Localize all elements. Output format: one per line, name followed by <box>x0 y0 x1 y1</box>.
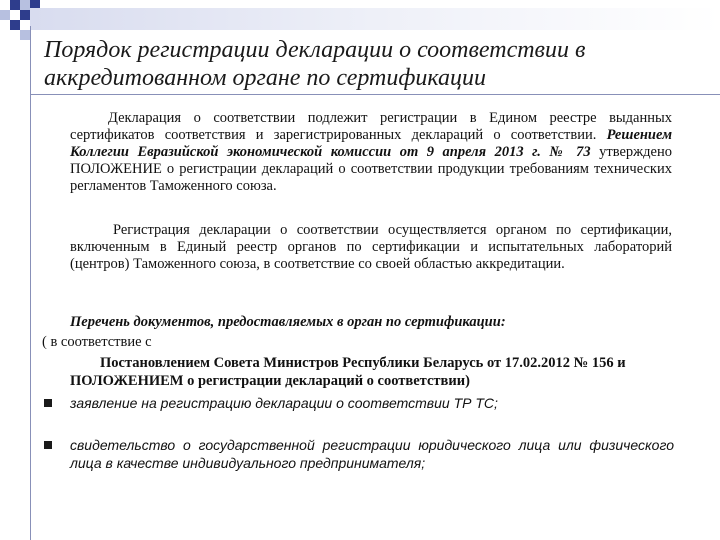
paragraph-registration-body: Регистрация декларации о соответствии осуществляется органом по сертификации, включенным в Единый реестр органов по сертификации и испытательных лабораторий (центров) Таможенного союза, в соответствие со своей областью аккредитации. <box>70 222 672 272</box>
vertical-divider <box>30 26 31 540</box>
list-item-text: свидетельство о государственной регистрации юридического лица или физического лица в качестве индивидуального предпринимателя; <box>70 437 674 471</box>
square-bullet-icon <box>44 441 52 449</box>
title-underline <box>30 94 720 95</box>
paragraph-declaration-registration <box>70 110 672 195</box>
decree-reference: Постановлением Совета Министров Республики Беларусь от 17.02.2012 № 156 и ПОЛОЖЕНИЕМ о регистрации деклараций о соответствии) <box>70 355 626 389</box>
documents-list-subheading: ( в соответствие с <box>42 334 152 350</box>
slide-title: Порядок регистрации декларации о соответствии в аккредитованном органе по сертификации <box>44 37 586 91</box>
paragraph1-part1: Декларация о соответствии подлежит регистрации в Едином реестре выданных сертификатов соответствия и зарегистрированных деклараций о соответствии. <box>70 110 672 143</box>
header-band <box>30 8 720 30</box>
paragraph1-part2: утверждено ПОЛОЖЕНИЕ о регистрации деклараций о соответствии продукции требованиям технических регламентов Таможенного союза. <box>70 144 672 194</box>
list-item <box>44 394 674 412</box>
documents-list-heading: Перечень документов, предоставляемых в орган по сертификации: <box>70 314 506 330</box>
list-item <box>44 436 674 472</box>
list-item-text: заявление на регистрацию декларации о соответствии ТР ТС; <box>70 395 498 411</box>
square-bullet-icon <box>44 399 52 407</box>
paragraph1-emphasis: Решением Коллегии Евразийской экономической комиссии от 9 апреля 2013 г. № 73 <box>70 127 672 160</box>
